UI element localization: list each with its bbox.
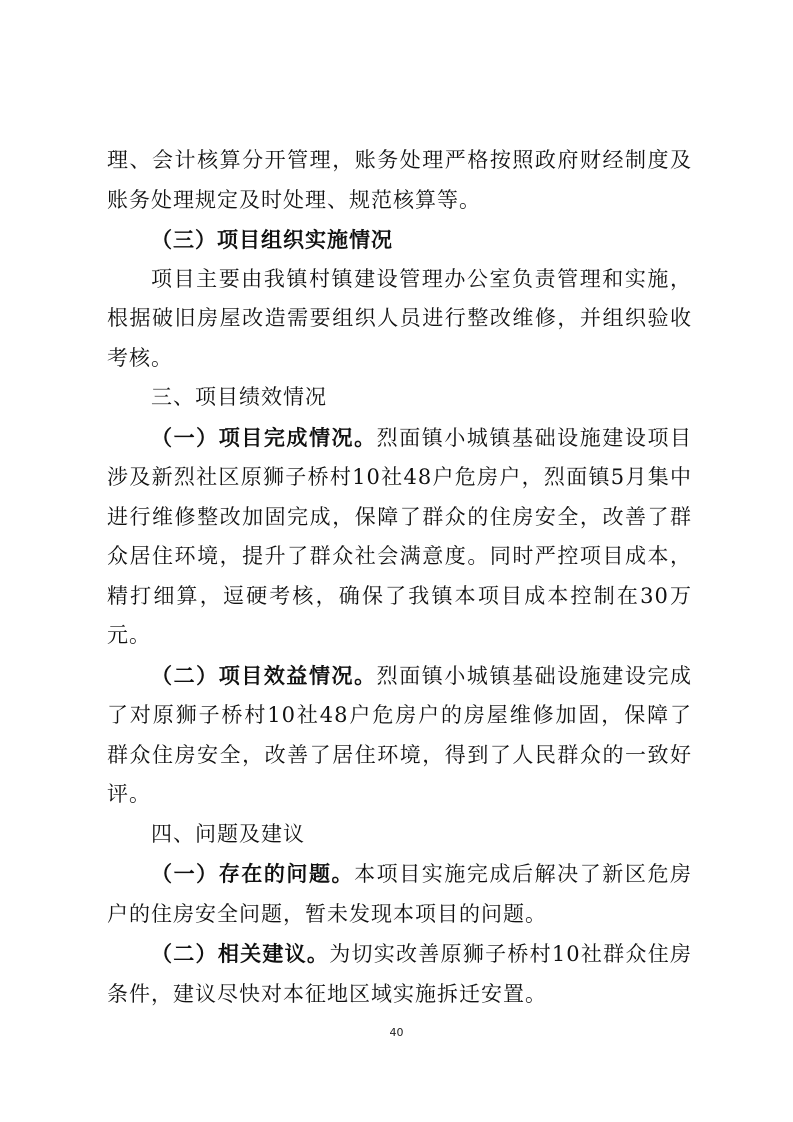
section-heading-issues: 四、问题及建议: [151, 821, 305, 846]
paragraph-existing-issues: [107, 854, 692, 934]
paragraph-benefits: [107, 656, 692, 815]
text-completion: 烈面镇小城镇基础设施建设项目涉及新烈社区原狮子桥村10社48户危房户，烈面镇5月集中进行维修整改加固完成，保障了群众的住房安全，改善了群众居住环境，提升了群众社会满意度。同时严控项目成本，精打细算，逗硬考核，确保了我镇本项目成本控制在30万元。: [107, 425, 693, 647]
paragraph-suggestions: [107, 934, 692, 1014]
lead-benefits: （二）项目效益情况。: [151, 662, 377, 688]
text-suggestions: 为切实改善原狮子桥村10社群众住房条件，建议尽快对本征地区域实施拆迁安置。: [107, 942, 692, 1006]
paragraph-project-management: 项目主要由我镇村镇建设管理办公室负责管理和实施，根据破旧房屋改造需要组织人员进行整改维修，并组织验收考核。: [107, 266, 692, 370]
lead-suggestions: （二）相关建议。: [151, 941, 330, 966]
paragraph-accounting-continuation: 理、会计核算分开管理，账务处理严格按照政府财经制度及账务处理规定及时处理、规范核算等。: [107, 148, 692, 212]
paragraph-completion: [107, 418, 692, 656]
section-heading-performance: 三、项目绩效情况: [151, 385, 327, 409]
text-benefits: 烈面镇小城镇基础设施建设完成了对原狮子桥村10社48户危房户的房屋维修加固，保障了群众住房安全，改善了居住环境，得到了人民群众的一致好评。: [107, 663, 693, 806]
lead-existing-issues: （一）存在的问题。: [151, 861, 355, 886]
document-body: [107, 141, 692, 1014]
lead-completion: （一）项目完成情况。: [151, 424, 377, 450]
page-number: 40: [389, 1026, 404, 1039]
text-existing-issues: 本项目实施完成后解决了新区危房户的住房安全问题，暂未发现本项目的问题。: [107, 862, 693, 926]
subheading-project-implementation: （三）项目组织实施情况: [151, 227, 393, 252]
